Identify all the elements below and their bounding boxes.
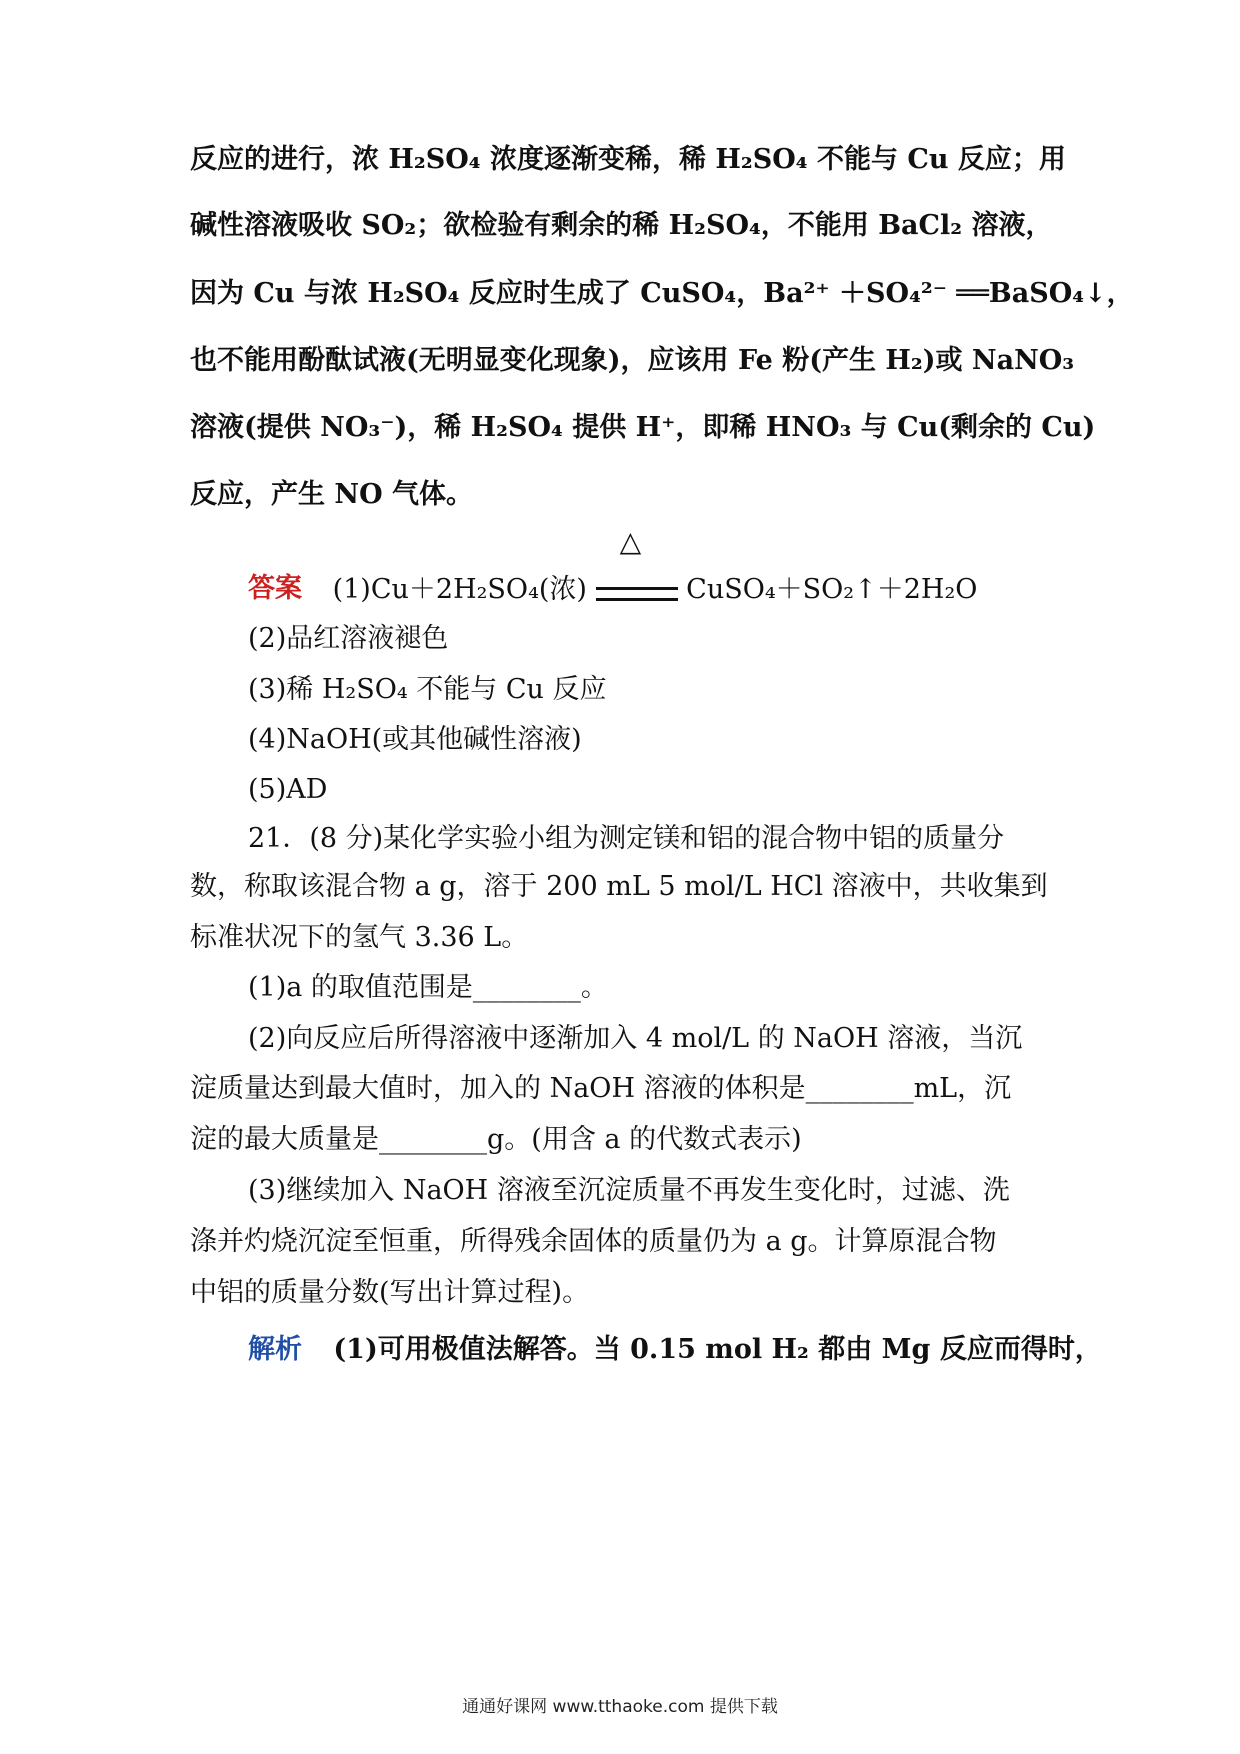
question-21-part-1: (1)a 的取值范围是________。 [248,972,608,1003]
answer-item-3: (3)稀 H₂SO₄ 不能与 Cu 反应 [248,674,607,705]
question-21-stem-1: 21．(8 分)某化学实验小组为测定镁和铝的混合物中铝的质量分 [248,823,1005,854]
analysis-label: 解析 [248,1334,302,1365]
analysis-start-line [248,1333,1102,1367]
equation-products: CuSO₄＋SO₂↑＋2H₂O [686,573,978,605]
answer-item-4: (4)NaOH(或其他碱性溶液) [248,724,582,755]
analysis-start-text: (1)可用极值法解答。当 0.15 mol H₂ 都由 Mg 反应而得时， [333,1334,1102,1365]
analysis-line-3: 因为 Cu 与浓 H₂SO₄ 反应时生成了 CuSO₄，Ba²⁺ ＋SO₄²⁻ ══BaSO₄↓， [190,278,1134,309]
equals-sign [596,587,678,601]
question-21-stem-3: 标准状况下的氢气 3.36 L。 [190,922,529,953]
page-footer: 通通好课网 www.tthaoke.com 提供下载 [462,1697,778,1717]
question-21-part-3-line-1: (3)继续加入 NaOH 溶液至沉淀质量不再发生变化时，过滤、洗 [248,1175,1010,1206]
analysis-line-1: 反应的进行，浓 H₂SO₄ 浓度逐渐变稀，稀 H₂SO₄ 不能与 Cu 反应；用 [190,144,1066,175]
analysis-line-4: 也不能用酚酞试液(无明显变化现象)，应该用 Fe 粉(产生 H₂)或 NaNO₃ [190,345,1075,376]
question-21-stem-2: 数，称取该混合物 a g，溶于 200 mL 5 mol/L HCl 溶液中，共收集到 [190,871,1048,902]
question-21-part-2-line-3: 淀的最大质量是________g。(用含 a 的代数式表示) [190,1124,802,1155]
reaction-arrow [596,524,678,607]
question-21-part-3-line-3: 中铝的质量分数(写出计算过程)。 [190,1277,590,1308]
question-21-part-2-line-2: 淀质量达到最大值时，加入的 NaOH 溶液的体积是________mL，沉 [190,1073,1012,1104]
equation-reactants: (1)Cu＋2H₂SO₄(浓) [332,573,587,605]
answer-item-2: (2)品红溶液褪色 [248,623,449,654]
analysis-line-2: 碱性溶液吸收 SO₂；欲检验有剩余的稀 H₂SO₄，不能用 BaCl₂ 溶液， [190,210,1053,241]
analysis-line-6: 反应，产生 NO 气体。 [190,479,473,510]
answer-item-5: (5)AD [248,774,328,805]
question-21-part-3-line-2: 涤并灼烧沉淀至恒重，所得残余固体的质量仍为 a g。计算原混合物 [190,1226,997,1257]
analysis-line-5: 溶液(提供 NO₃⁻)，稀 H₂SO₄ 提供 H⁺，即稀 HNO₃ 与 Cu(剩余的 Cu) [190,412,1096,443]
answer-equation-line [248,524,1060,607]
question-21-part-2-line-1: (2)向反应后所得溶液中逐渐加入 4 mol/L 的 NaOH 溶液，当沉 [248,1023,1023,1054]
heating-symbol: △ [619,524,642,558]
answer-label: 答案 [248,573,302,604]
